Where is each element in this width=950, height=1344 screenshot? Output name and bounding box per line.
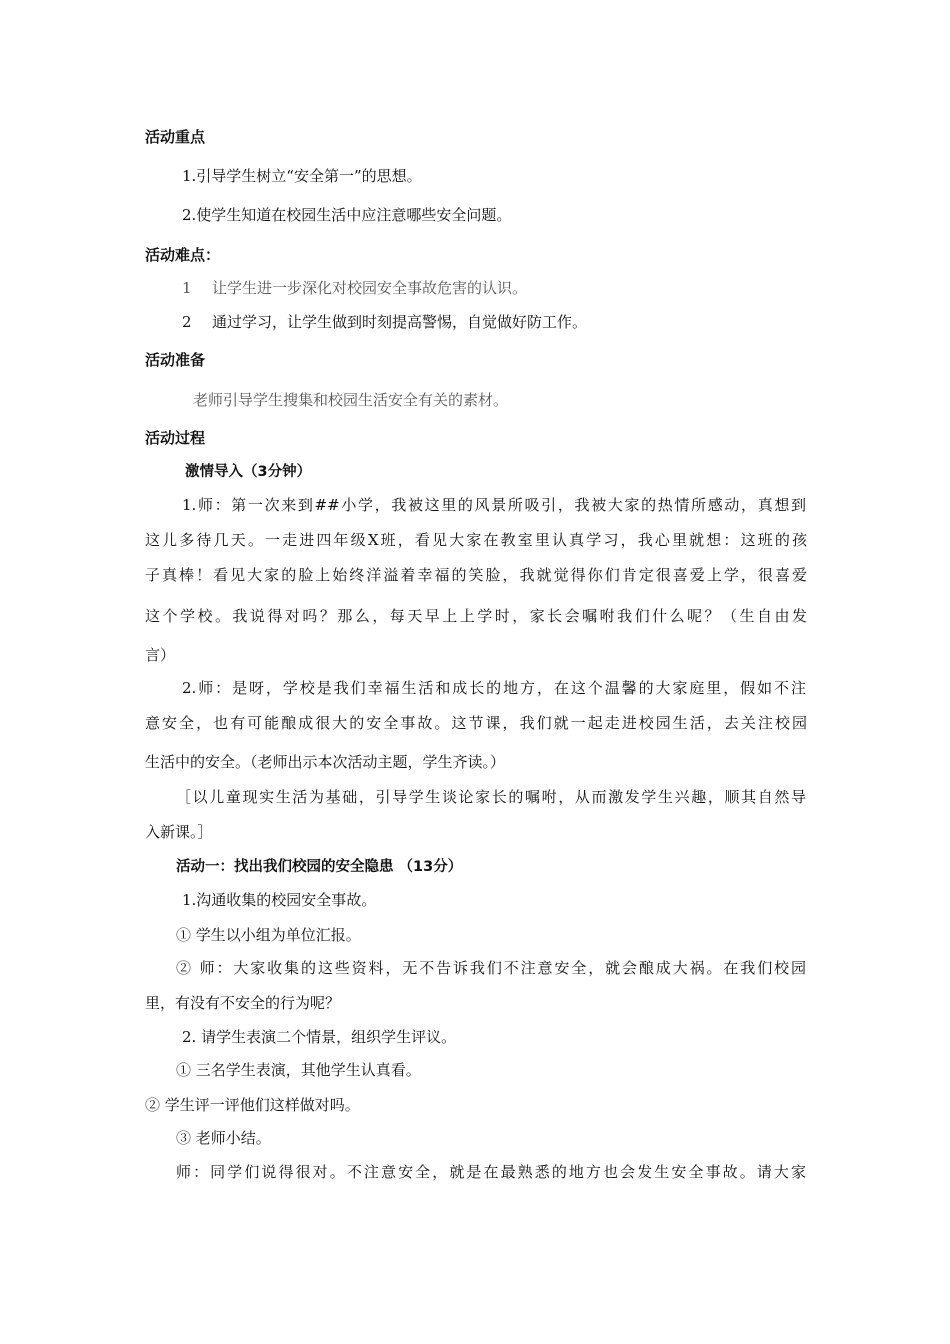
heading-activity-process: 活动过程: [145, 429, 206, 447]
difficulty-item-2-number: 2: [182, 313, 192, 331]
activity-1-item-1: 1.沟通收集的校园安全事故。: [182, 891, 377, 909]
paragraph-1-line-5: 言）: [145, 646, 176, 664]
paragraph-1-line-3: 子真棒！看见大家的脸上始终洋溢着幸福的笑脸，我就觉得你们肯定很喜爱上学，很喜爱: [145, 566, 807, 584]
paragraph-2-line-3: 生活中的安全。（老师出示本次活动主题，学生齐读。）: [145, 753, 506, 771]
activity-1-item-1-sub-1: ① 学生以小组为单位汇报。: [176, 926, 361, 944]
heading-activity-difficulty: 活动难点：: [145, 246, 221, 264]
activity-1-item-2-sub-2: ② 学生评一评他们这样做对吗。: [145, 1096, 360, 1114]
activity-1-item-2-sub-3: ③ 老师小结。: [176, 1129, 271, 1147]
note-line-2: 入新课。］: [145, 823, 213, 841]
activity-1-item-2: 2. 请学生表演二个情景，组织学生评议。: [182, 1028, 457, 1046]
subheading-activity-1: 活动一：找出我们校园的安全隐患 （13分）: [176, 859, 463, 875]
paragraph-1-line-1: 1.师：第一次来到##小学，我被这里的风景所吸引，我被大家的热情所感动，真想到: [182, 496, 806, 514]
paragraph-2-line-1: 2.师：是呀，学校是我们幸福生活和成长的地方，在这个温馨的大家庭里，假如不注: [182, 679, 806, 697]
heading-activity-focus: 活动重点: [145, 128, 206, 146]
activity-1-item-1-sub-2-line-2: 里，有没有不安全的行为呢？: [145, 994, 341, 1012]
difficulty-item-1-number: 1: [182, 279, 192, 297]
heading-activity-preparation: 活动准备: [145, 351, 206, 369]
activity-1-summary-line-1: 师：同学们说得很对。不注意安全，就是在最熟悉的地方也会发生安全事故。请大家: [176, 1163, 806, 1181]
focus-item-2: 2.使学生知道在校园生活中应注意哪些安全问题。: [182, 206, 512, 224]
paragraph-1-line-4: 这个学校。我说得对吗？那么，每天早上上学时，家长会嘱咐我们什么呢？（生自由发: [145, 607, 807, 625]
difficulty-item-1-text: 让学生进一步深化对校园安全事故危害的认识。: [212, 279, 528, 297]
note-line-1: ［以儿童现实生活为基础，引导学生谈论家长的嘱咐，从而激发学生兴趣，顺其自然导: [176, 788, 806, 806]
paragraph-1-line-2: 这儿多待几天。一走进四年级X班，看见大家在教室里认真学习，我心里就想：这班的孩: [145, 531, 807, 549]
preparation-text: 老师引导学生搜集和校园生活安全有关的素材。: [193, 391, 509, 409]
activity-1-item-2-sub-1: ① 三名学生表演，其他学生认真看。: [176, 1061, 421, 1079]
focus-item-1: 1.引导学生树立“安全第一”的思想。: [182, 167, 422, 185]
subheading-intro: 激情导入（3分钟）: [185, 464, 312, 480]
difficulty-item-2-text: 通过学习，让学生做到时刻提高警惕，自觉做好防工作。: [212, 313, 588, 331]
activity-1-item-1-sub-2-line-1: ② 师：大家收集的这些资料，无不告诉我们不注意安全，就会酿成大祸。在我们校园: [176, 959, 806, 977]
paragraph-2-line-2: 意安全，也有可能酿成很大的安全事故。这节课，我们就一起走进校园生活，去关注校园: [145, 714, 807, 732]
